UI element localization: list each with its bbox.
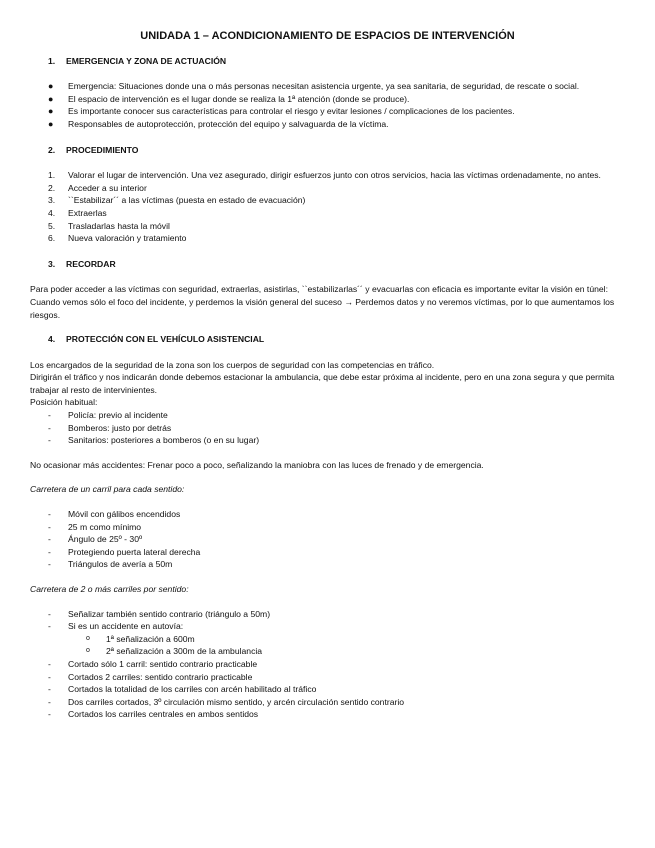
list-item: ● Responsables de autoprotección, protección del equipo y salvaguarda de la víctima. (48, 118, 389, 129)
circle-marker: o (86, 647, 90, 655)
list-item: - Cortados los carriles centrales en ambos sentidos (48, 709, 259, 720)
procedure-steps-list (30, 169, 625, 245)
list-item: 3. ``Estabilizar´´ a las víctimas (puesta en estado de evacuación) (48, 195, 306, 206)
section-heading-1 (30, 55, 625, 68)
dash-marker: - (48, 621, 51, 632)
dash-marker: - (48, 546, 51, 557)
section-number: 1. (48, 55, 56, 66)
dash-marker: - (48, 509, 51, 520)
list-item: - Dos carriles cortados, 3º circulación mismo sentido, y arcén circulación sentido contrario (48, 696, 405, 707)
bullet-marker: ● (48, 81, 54, 92)
section-title: RECORDAR (66, 258, 116, 269)
no-accidents-paragraph: No ocasionar más accidentes: Frenar poco a poco, señalizando la maniobra con las luces de frenado y de emergencia. (30, 459, 484, 470)
position-list (30, 409, 625, 447)
dash-marker: - (48, 684, 51, 695)
bullet-marker: ● (48, 118, 54, 129)
single-lane-list (30, 508, 625, 571)
section-number: 4. (48, 334, 56, 345)
list-item: 5. Trasladarlas hasta la móvil (48, 220, 170, 231)
section-number: 2. (48, 144, 56, 155)
list-item: - Policía: previo al incidente (48, 410, 168, 421)
dash-marker: - (48, 410, 51, 421)
single-lane-title: Carretera de un carril para cada sentido: (30, 484, 185, 495)
dash-marker: - (48, 521, 51, 532)
dash-marker: - (48, 709, 51, 720)
list-item: ● Es importante conocer sus características para controlar el riesgo y evitar lesiones / complicaciones de los pacientes. (48, 106, 515, 117)
multi-lane-list (30, 608, 625, 633)
section-heading-3 (30, 258, 625, 271)
dash-marker: - (48, 658, 51, 669)
dash-marker: - (48, 435, 51, 446)
section-title: PROCEDIMIENTO (66, 144, 139, 155)
list-item: 1. Valorar el lugar de intervención. Una vez asegurado, dirigir esfuerzos junto con otros servicios, hacia las víctimas ordenadamente, no antes. (48, 170, 601, 181)
section-heading-4 (30, 333, 625, 346)
list-item: - Cortado sólo 1 carril: sentido contrario practicable (48, 658, 258, 669)
security-paragraph: Los encargados de la seguridad de la zona son los cuerpos de seguridad con las competencias en tráfico. (30, 359, 435, 370)
page-title: UNIDADA 1 – ACONDICIONAMIENTO DE ESPACIOS DE INTERVENCIÓN (140, 30, 515, 42)
dash-marker: - (48, 422, 51, 433)
list-item: - Cortados la totalidad de los carriles con arcén habilitado al tráfico (48, 684, 317, 695)
list-item: - Bomberos: justo por detrás (48, 422, 172, 433)
list-item: o 2ª señalización a 300m de la ambulancia (86, 646, 263, 657)
section-number: 3. (48, 258, 56, 269)
section-heading-2 (30, 144, 625, 157)
dash-marker: - (48, 559, 51, 570)
traffic-paragraph: Dirigirán el tráfico y nos indicarán donde debemos estacionar la ambulancia, que debe estar próxima al incidente, pero en una zona segura y que permita trabajar al resto de intervinientes. (30, 372, 615, 395)
highway-sublist (30, 633, 625, 658)
list-item: o 1ª señalización a 600m (86, 633, 195, 644)
recordar-paragraph: Para poder acceder a las víctimas con seguridad, extraerlas, asistirlas, ``estabilizarlas´´ y evacuarlas con eficacia es importante evitar la visión en túnel: Cuando vemos sólo el foco del incidente, y perdemos la visión general del suceso → Perdemos datos y no veremos víctimas, por lo que aumentamos los riesgos. (30, 284, 615, 320)
dash-marker: - (48, 608, 51, 619)
list-item: ● Emergencia: Situaciones donde una o más personas necesitan asistencia urgente, ya sea sanitaria, de seguridad, de rescate o social. (48, 81, 580, 92)
bullet-marker: ● (48, 106, 54, 117)
list-item: - Señalizar también sentido contrario (triángulo a 50m) (48, 608, 271, 619)
emergency-bullet-list (30, 80, 625, 130)
dash-marker: - (48, 696, 51, 707)
bullet-marker: ● (48, 93, 54, 104)
list-item: 2. Acceder a su interior (48, 182, 147, 193)
section-title: PROTECCIÓN CON EL VEHÍCULO ASISTENCIAL (66, 334, 265, 345)
list-item: - Protegiendo puerta lateral derecha (48, 546, 201, 557)
circle-marker: o (86, 634, 90, 642)
position-label: Posición habitual: (30, 397, 98, 408)
dash-marker: - (48, 671, 51, 682)
list-item: 6. Nueva valoración y tratamiento (48, 233, 187, 244)
dash-marker: - (48, 534, 51, 545)
list-item: - Sanitarios: posteriores a bomberos (o en su lugar) (48, 435, 260, 446)
multi-lane-title: Carretera de 2 o más carriles por sentido: (30, 584, 189, 594)
list-item: 4. Extraerlas (48, 207, 107, 218)
list-item: - Triángulos de avería a 50m (48, 559, 173, 570)
list-item: - Ángulo de 25º - 30º (48, 534, 143, 545)
list-item: - Cortados 2 carriles: sentido contrario practicable (48, 671, 253, 682)
list-item: - Móvil con gálibos encendidos (48, 509, 181, 520)
multi-lane-list-continued (30, 658, 625, 721)
list-item: - 25 m como mínimo (48, 521, 142, 532)
list-item: - Si es un accidente en autovía: (48, 621, 184, 632)
list-item: ● El espacio de intervención es el lugar donde se realiza la 1ª atención (donde se produce). (48, 93, 410, 104)
section-title: EMERGENCIA Y ZONA DE ACTUACIÓN (66, 55, 227, 66)
